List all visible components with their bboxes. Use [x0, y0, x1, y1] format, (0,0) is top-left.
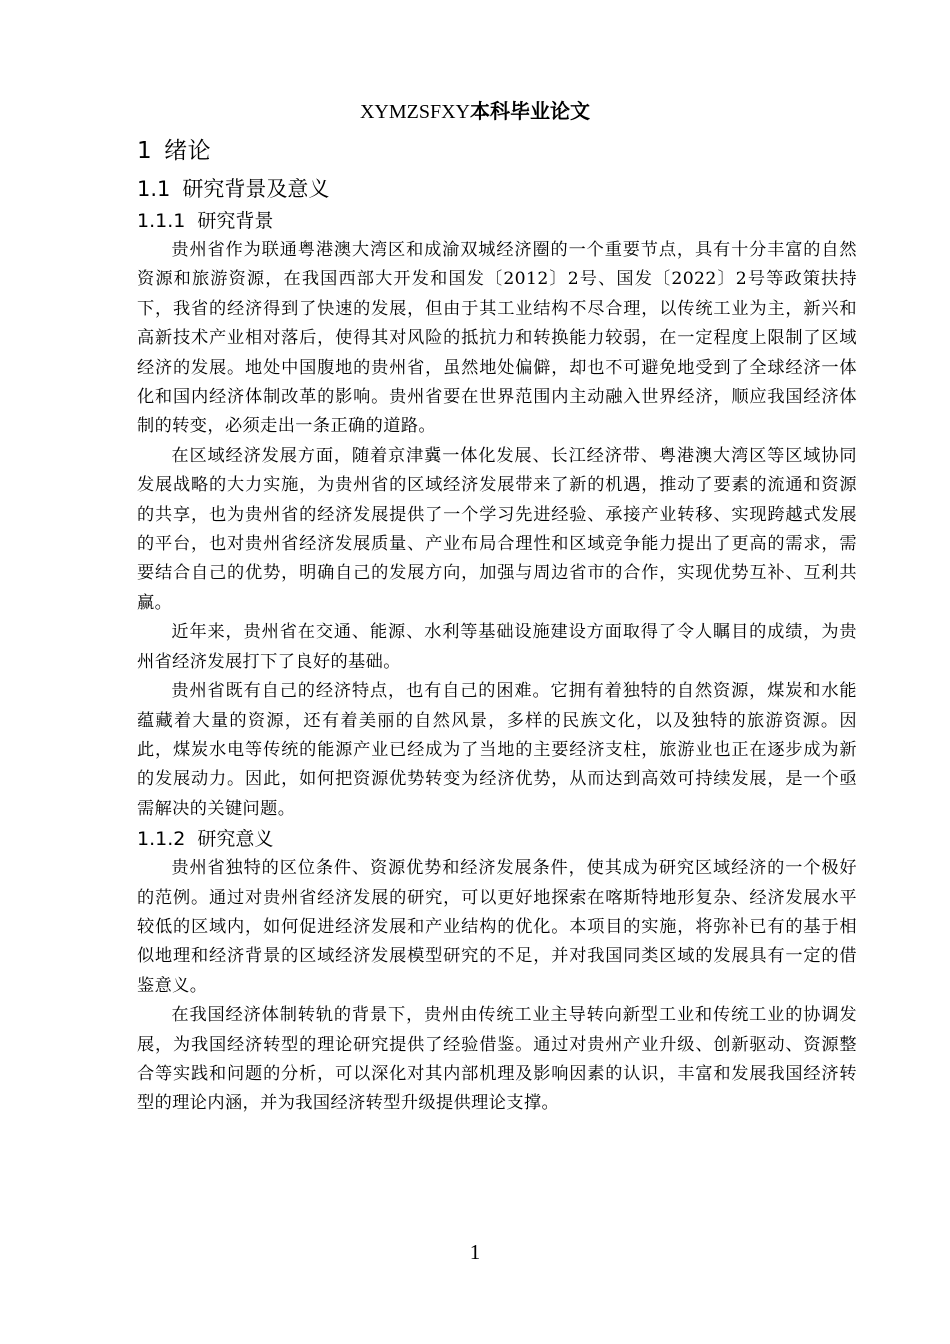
subsection-title: 研究背景 [197, 210, 274, 232]
subsection-heading-background [137, 206, 857, 236]
header-code: XYMZSFXY [359, 101, 471, 123]
running-header [0, 98, 950, 125]
subsection-title: 研究意义 [197, 828, 274, 851]
paragraph: 贵州省既有自己的经济特点，也有自己的困难。它拥有着独特的自然资源，煤炭和水能蕴藏着大量的资源，还有着美丽的自然风景，多样的民族文化，以及独特的旅游资源。因此，煤炭水电等传统的能源产业已经成为了当地的主要经济支柱，旅游业也正在逐步成为新的发展动力。因此，如何把资源优势转变为经济优势，从而达到高效可持续发展，是一个亟需解决的关键问题。 [137, 681, 857, 819]
body-content [137, 134, 857, 1119]
paragraph: 贵州省作为联通粤港澳大湾区和成渝双城经济圈的一个重要节点，具有十分丰富的自然资源和旅游资源，在我国西部大开发和国发〔2012〕2号、国发〔2022〕2号等政策扶持下，我省的经济得到了快速的发展，但由于其工业结构不尽合理，以传统工业为主，新兴和高新技术产业相对落后，使得其对风险的抵抗力和转换能力较弱，在一定程度上限制了区域经济的发展。地处中国腹地的贵州省，虽然地处偏僻，却也不可避免地受到了全球经济一体化和国内经济体制改革的影响。贵州省要在世界范围内主动融入世界经济，顺应我国经济体制的转变，必须走出一条正确的道路。 [137, 240, 857, 437]
paragraph: 贵州省独特的区位条件、资源优势和经济发展条件，使其成为研究区域经济的一个极好的范例。通过对贵州省经济发展的研究，可以更好地探索在喀斯特地形复杂、经济发展水平较低的区域内，如何促进经济发展和产业结构的优化。本项目的实施，将弥补已有的基于相似地理和经济背景的区域经济发展模型研究的不足，并对我国同类区域的发展具有一定的借鉴意义。 [137, 858, 857, 996]
chapter-title: 绪论 [164, 138, 212, 164]
paragraph: 近年来，贵州省在交通、能源、水利等基础设施建设方面取得了令人瞩目的成绩，为贵州省经济发展打下了良好的基础。 [137, 622, 857, 672]
subsection-number: 1.1.2 [137, 828, 186, 851]
section-heading [137, 173, 857, 205]
chapter-heading [137, 134, 857, 168]
subsection-number: 1.1.1 [137, 210, 186, 232]
paragraph: 在区域经济发展方面，随着京津冀一体化发展、长江经济带、粤港澳大湾区等区域协同发展战略的大力实施，为贵州省的区域经济发展带来了新的机遇，推动了要素的流通和资源的共享，也为贵州省的经济发展提供了一个学习先进经验、承接产业转移、实现跨越式发展的平台，也对贵州省经济发展质量、产业布局合理性和区域竞争能力提出了更高的需求，需要结合自己的优势，明确自己的发展方向，加强与周边省市的合作，实现优势互补、互利共赢。 [137, 445, 857, 613]
header-title: 本科毕业论文 [470, 99, 591, 123]
paragraph: 在我国经济体制转轨的背景下，贵州由传统工业主导转向新型工业和传统工业的协调发展，为我国经济转型的理论研究提供了经验借鉴。通过对贵州产业升级、创新驱动、资源整合等实践和问题的分析，可以深化对其内部机理及影响因素的认识，丰富和发展我国经济转型的理论内涵，并为我国经济转型升级提供理论支撑。 [137, 1005, 857, 1114]
page-number: 1 [469, 1240, 481, 1264]
section-number: 1.1 [137, 177, 171, 201]
section-title: 研究背景及意义 [182, 177, 330, 201]
subsection-heading-significance [137, 824, 857, 854]
chapter-number: 1 [137, 138, 153, 164]
